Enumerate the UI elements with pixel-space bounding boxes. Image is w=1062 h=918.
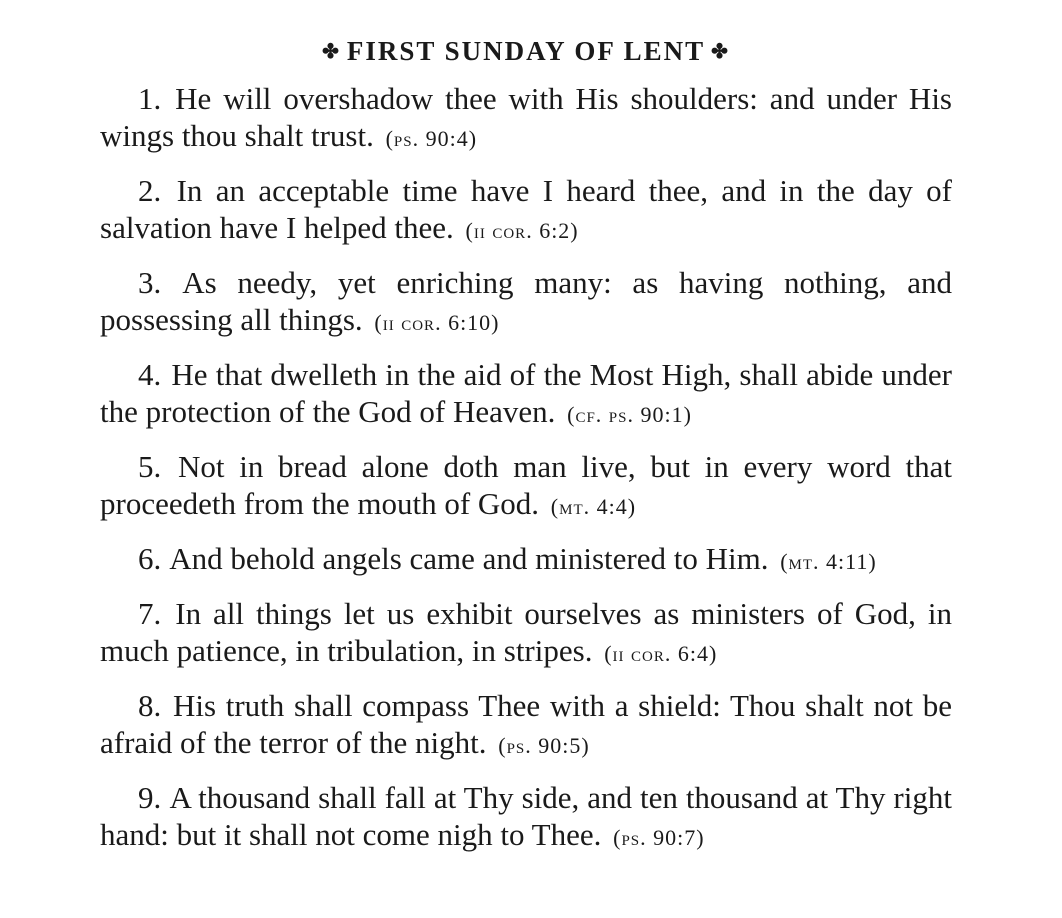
verse-text: In an acceptable time have I heard thee, and in the day of salvation have I helped thee.: [100, 173, 952, 245]
verse-text: He that dwelleth in the aid of the Most High, shall abide under the protection of the God of Heaven.: [100, 357, 953, 429]
page-title: [100, 30, 952, 72]
verse-number: 7.: [138, 596, 162, 631]
verse-reference: (ps. 90:5): [498, 733, 590, 758]
verse-number: 5.: [138, 449, 162, 484]
verse-text: And behold angels came and ministered to Him.: [169, 541, 769, 576]
verse-text: His truth shall compass Thee with a shield: Thou shalt not be afraid of the terror of the night.: [100, 688, 952, 760]
verse-4: [100, 356, 952, 433]
verse-number: 3.: [138, 265, 162, 300]
verse-8: [100, 687, 952, 764]
verse-text: A thousand shall fall at Thy side, and ten thousand at Thy right hand: but it shall not come nigh to Thee.: [100, 780, 952, 852]
ornament-right-icon: ✤: [711, 41, 730, 63]
verse-3: [100, 264, 952, 341]
verse-2: [100, 172, 952, 249]
verse-number: 9.: [138, 780, 162, 815]
verse-number: 1.: [138, 81, 162, 116]
verse-reference: (ii cor. 6:10): [374, 310, 500, 335]
verse-reference: (cf. ps. 90:1): [567, 402, 692, 427]
verse-7: [100, 595, 952, 672]
verse-reference: (ii cor. 6:2): [465, 218, 579, 243]
verse-text: Not in bread alone doth man live, but in every word that proceedeth from the mouth of God.: [100, 449, 953, 521]
verse-reference: (ii cor. 6:4): [604, 641, 718, 666]
verse-number: 8.: [138, 688, 162, 723]
verse-1: [100, 80, 952, 157]
document-page: [100, 30, 952, 871]
verse-reference: (ps. 90:4): [385, 126, 478, 151]
verse-6: [100, 540, 952, 580]
verse-text: He will overshadow thee with His shoulders: and under His wings thou shalt trust.: [100, 81, 953, 153]
verse-number: 6.: [138, 541, 162, 576]
verse-reference: (mt. 4:11): [780, 549, 877, 574]
ornament-left-icon: ✤: [322, 41, 341, 63]
verse-5: [100, 448, 952, 525]
verse-reference: (mt. 4:4): [550, 494, 637, 519]
verse-reference: (ps. 90:7): [613, 825, 705, 850]
verse-9: [100, 779, 952, 856]
verse-text: In all things let us exhibit ourselves as ministers of God, in much patience, in tribulation, in stripes.: [100, 596, 953, 668]
verse-number: 2.: [138, 173, 162, 208]
title-text: FIRST SUNDAY OF LENT: [346, 36, 706, 66]
verse-text: As needy, yet enriching many: as having nothing, and possessing all things.: [100, 265, 952, 337]
verse-number: 4.: [138, 357, 162, 392]
